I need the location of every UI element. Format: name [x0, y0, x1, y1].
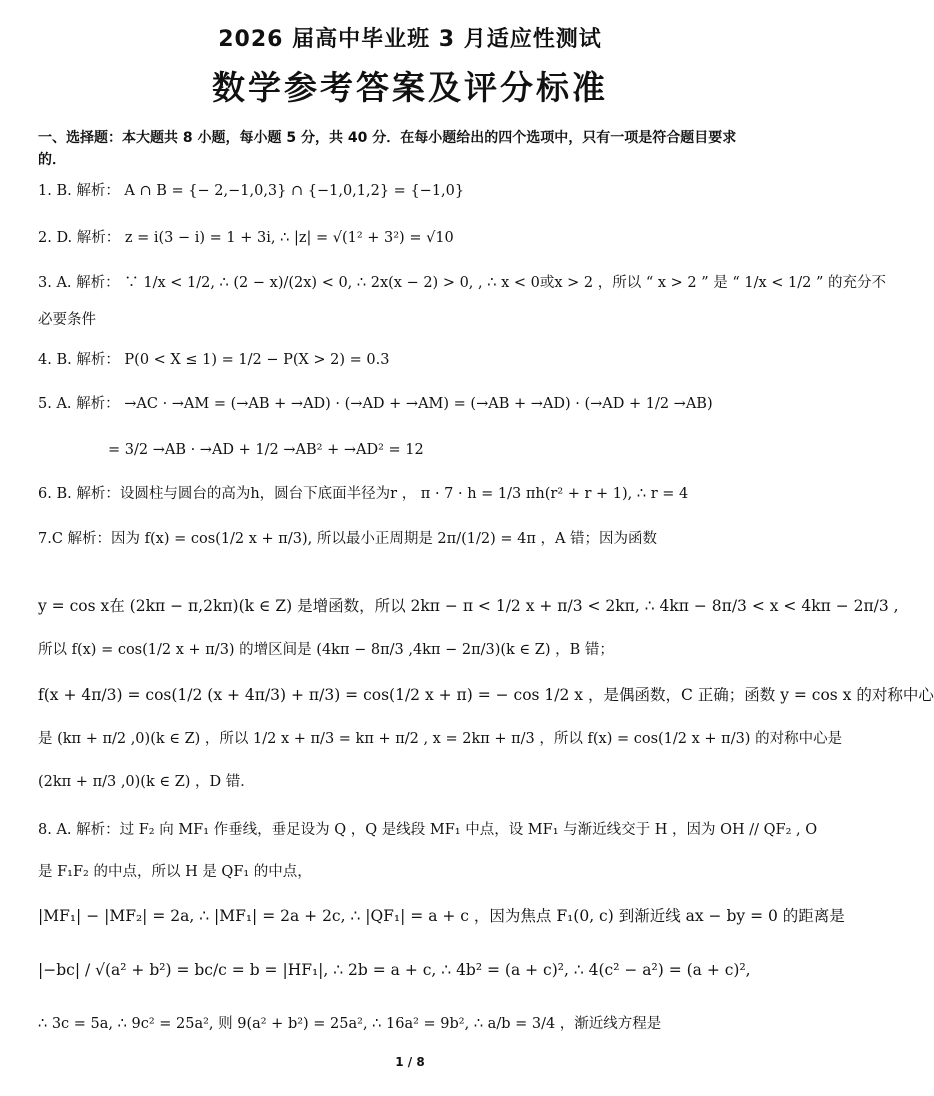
section-heading: 一、选择题：本大题共 8 小题，每小题 5 分，共 40 分．在每小题给出的四个选项中，只有一项是符合题目要求: [38, 130, 737, 146]
answer-8: 8. A. 解析：过 F₂ 向 MF₁ 作垂线，垂足设为 Q ，Q 是线段 MF₁ 中点，设 MF₁ 与渐近线交于 H ，因为 OH // QF₂ , O: [38, 822, 818, 838]
answer-7-line5: 是 (kπ + π/2 ,0)(k ∈ Z) ，所以 1/2 x + π/3 = kπ + π/2 , x = 2kπ + π/3 ，所以 f(x) = cos(1/2 x + π/3) 的对称中心是: [38, 731, 843, 747]
answer-7-line3: 所以 f(x) = cos(1/2 x + π/3) 的增区间是 (4kπ − 8π/3 ,4kπ − 2π/3)(k ∈ Z) ，B 错；: [38, 642, 614, 658]
answer-3: 3. A. 解析： ∵ 1/x < 1/2, ∴ (2 − x)/(2x) < 0, ∴ 2x(x − 2) > 0, , ∴ x < 0或x > 2 ，所以 “ x > 2 ” 是 “ 1/x < 1/2 ” 的充分不: [38, 275, 887, 291]
answer-8-line4: |−bc| / √(a² + b²) = bc/c = b = |HF₁|, ∴ 2b = a + c, ∴ 4b² = (a + c)², ∴ 4(c² − a²) = (a + c)²,: [38, 961, 751, 979]
answer-6: 6. B. 解析：设圆柱与圆台的高为h，圆台下底面半径为r ， π · 7 · h = 1/3 πh(r² + r + 1), ∴ r = 4: [38, 486, 689, 502]
section-heading-cont: 的．: [38, 152, 66, 168]
answer-8-line3: |MF₁| − |MF₂| = 2a, ∴ |MF₁| = 2a + 2c, ∴ |QF₁| = a + c ，因为焦点 F₁(0, c) 到渐近线 ax − by = 0 的距离是: [38, 907, 845, 925]
answer-5: 5. A. 解析： →AC · →AM = (→AB + →AD) · (→AD + →AM) = (→AB + →AD) · (→AD + 1/2 →AB): [38, 396, 713, 412]
answer-8-line2: 是 F₁F₂ 的中点，所以 H 是 QF₁ 的中点，: [38, 864, 312, 880]
answer-7-line6: (2kπ + π/3 ,0)(k ∈ Z) ，D 错．: [38, 774, 255, 790]
answer-7: 7.C 解析：因为 f(x) = cos(1/2 x + π/3), 所以最小正周期是 2π/(1/2) = 4π ，A 错；因为函数: [38, 531, 658, 547]
exam-title: 2026 届高中毕业班 3 月适应性测试: [218, 27, 602, 52]
answer-1: 1. B. 解析： A ∩ B = {− 2,−1,0,3} ∩ {−1,0,1,2} = {−1,0}: [38, 183, 465, 199]
answer-key-title: 数学参考答案及评分标准: [212, 68, 608, 107]
answer-7-line2: y = cos x在 (2kπ − π,2kπ)(k ∈ Z) 是增函数，所以 2kπ − π < 1/2 x + π/3 < 2kπ, ∴ 4kπ − 8π/3 < x < 4kπ − 2π/3 ,: [38, 597, 899, 615]
answer-3-cont: 必要条件: [38, 312, 96, 328]
answer-2: 2. D. 解析： z = i(3 − i) = 1 + 3i, ∴ |z| = √(1² + 3²) = √10: [38, 230, 454, 246]
page-number: 1 / 8: [395, 1055, 425, 1069]
answer-7-line4: f(x + 4π/3) = cos(1/2 (x + 4π/3) + π/3) = cos(1/2 x + π) = − cos 1/2 x ，是偶函数，C 正确；函数 y = cos x 的对称中心: [38, 686, 934, 704]
answer-8-line5: ∴ 3c = 5a, ∴ 9c² = 25a², 则 9(a² + b²) = 25a², ∴ 16a² = 9b², ∴ a/b = 3/4 ，渐近线方程是: [38, 1016, 662, 1032]
answer-4: 4. B. 解析： P(0 < X ≤ 1) = 1/2 − P(X > 2) = 0.3: [38, 352, 390, 368]
answer-5-cont: = 3/2 →AB · →AD + 1/2 →AB² + →AD² = 12: [108, 442, 424, 458]
